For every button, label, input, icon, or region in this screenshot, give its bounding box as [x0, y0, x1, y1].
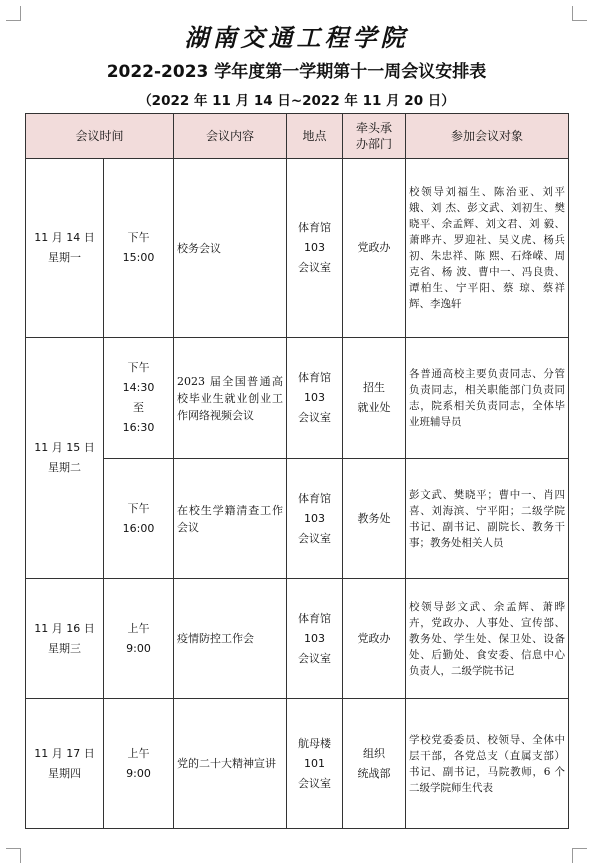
header-row — [26, 114, 569, 159]
table-row — [26, 338, 569, 459]
table-row — [26, 579, 569, 699]
meeting-attendees: 学校党委委员、校领导、全体中层干部，各党总支（直属支部）书记、副书记，马院教师，6 个二级学院师生代表 — [406, 699, 569, 829]
meeting-place: 体育馆 103 会议室 — [287, 338, 343, 459]
meeting-dept: 党政办 — [343, 579, 406, 699]
meeting-date: 11 月 14 日 星期一 — [26, 159, 104, 338]
meeting-dept: 党政办 — [343, 159, 406, 338]
meeting-attendees: 校领导刘福生、陈治亚、刘平娥、刘 杰、彭文武、刘初生、樊晓平、余孟辉、刘文君、刘 毅、萧晔卉、罗迎社、吴义虎、杨兵初、朱忠祥、陈 熙、石烽嵘、周克省、杨 波、曹中一、冯良贵、谭柏生、宁平阳、蔡 琼、蔡祥辉、李逸轩 — [406, 159, 569, 338]
meeting-date: 11 月 17 日 星期四 — [26, 699, 104, 829]
meeting-topic: 疫情防控工作会 — [174, 579, 287, 699]
meeting-attendees: 校领导彭文武、余孟辉、萧晔卉，党政办、人事处、宣传部、教务处、学生处、保卫处、设备处、后勤处、食安委、信息中心负责人，二级学院书记 — [406, 579, 569, 699]
meeting-dept: 教务处 — [343, 459, 406, 579]
table-row — [26, 699, 569, 829]
meeting-topic: 校务会议 — [174, 159, 287, 338]
crop-mark-bottom-left — [6, 848, 21, 863]
meeting-topic: 2023 届全国普通高校毕业生就业创业工作网络视频会议 — [174, 338, 287, 459]
school-name: 湖南交通工程学院 — [184, 23, 409, 52]
document-title: 2022-2023 学年度第一学期第十一周会议安排表 — [106, 62, 487, 82]
meeting-date: 11 月 16 日 星期三 — [26, 579, 104, 699]
col-header-dept: 牵头承 办部门 — [343, 114, 406, 159]
table-row — [26, 459, 569, 579]
meeting-attendees: 各普通高校主要负责同志、分管负责同志，相关职能部门负责同志，院系相关负责同志，全体毕业班辅导员 — [406, 338, 569, 459]
col-header-attendees: 参加会议对象 — [406, 114, 569, 159]
meeting-time: 上午 9:00 — [104, 579, 174, 699]
crop-mark-bottom-right — [572, 848, 587, 863]
meeting-place: 航母楼 101 会议室 — [287, 699, 343, 829]
meeting-schedule-table — [25, 113, 569, 829]
meeting-place: 体育馆 103 会议室 — [287, 159, 343, 338]
meeting-time: 下午 16:00 — [104, 459, 174, 579]
meeting-dept: 招生 就业处 — [343, 338, 406, 459]
meeting-time: 下午 15:00 — [104, 159, 174, 338]
table-row — [26, 159, 569, 338]
meeting-dept: 组织 统战部 — [343, 699, 406, 829]
col-header-place: 地点 — [287, 114, 343, 159]
col-header-time: 会议时间 — [26, 114, 174, 159]
meeting-place: 体育馆 103 会议室 — [287, 459, 343, 579]
col-header-topic: 会议内容 — [174, 114, 287, 159]
meeting-place: 体育馆 103 会议室 — [287, 579, 343, 699]
meeting-topic: 党的二十大精神宣讲 — [174, 699, 287, 829]
date-range: （2022 年 11 月 14 日~2022 年 11 月 20 日） — [138, 93, 455, 109]
meeting-date: 11 月 15 日 星期二 — [26, 338, 104, 579]
meeting-time: 下午 14:30 至 16:30 — [104, 338, 174, 459]
meeting-attendees: 彭文武、樊晓平；曹中一、肖四喜、刘海滨、宁平阳；二级学院书记、副书记、副院长、教务干事；教务处相关人员 — [406, 459, 569, 579]
meeting-topic: 在校生学籍清查工作会议 — [174, 459, 287, 579]
meeting-time: 上午 9:00 — [104, 699, 174, 829]
